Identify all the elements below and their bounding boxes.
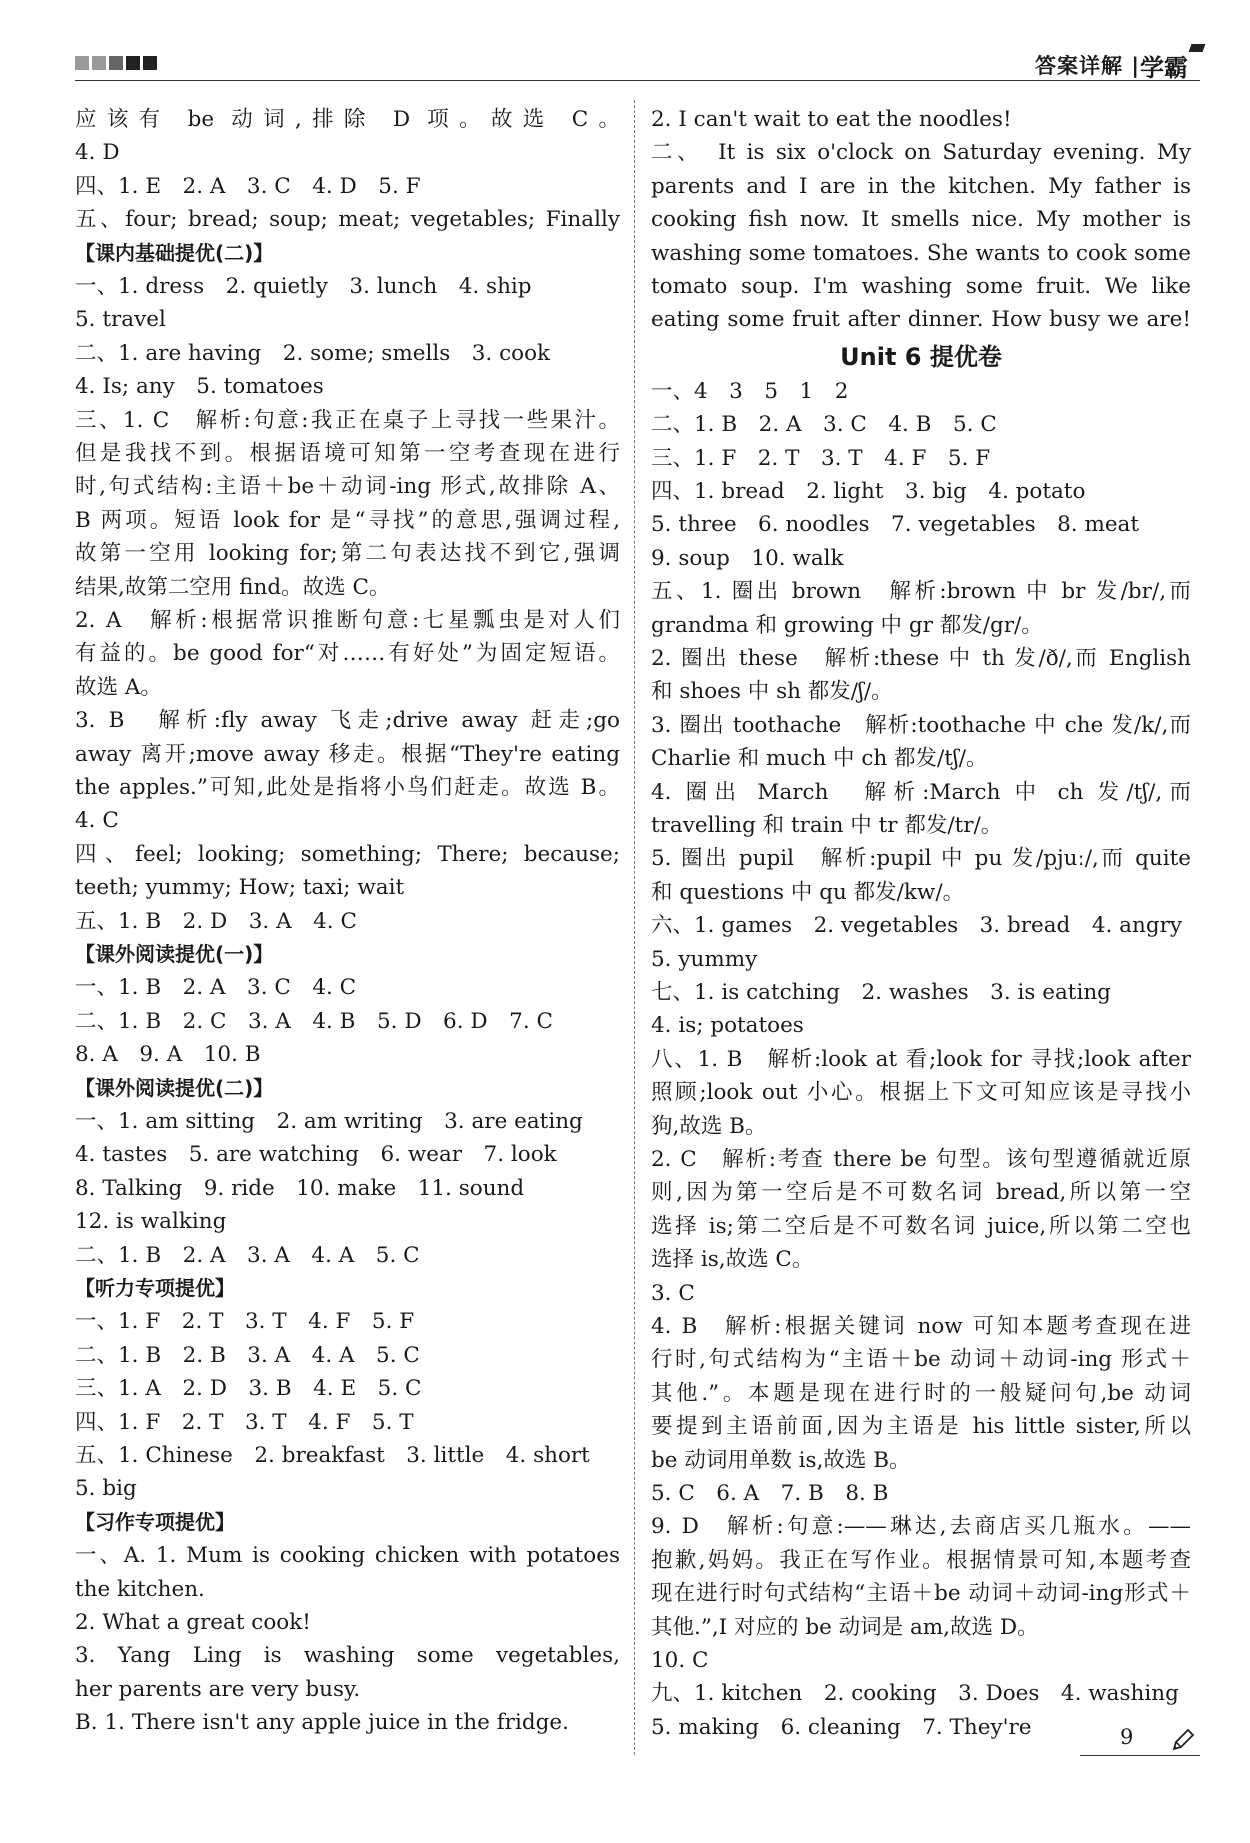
right-text-line: 2. 圈出 these 解析:these 中 th 发/ð/,而 English [651,645,1191,671]
right-text-line: 2. I can't wait to eat the noodles! [651,107,1012,132]
right-text-line: 抱歉,妈妈。我正在写作业。根据情景可知,本题考查 [651,1547,1191,1573]
right-text-line: 其他.”,I 对应的 be 动词是 am,故选 D。 [651,1614,1039,1640]
right-text-line: 和 questions 中 qu 都发/kw/。 [651,879,965,905]
right-text-line: 10. C [651,1647,709,1673]
section-heading: 【听力专项提优】 [75,1276,235,1301]
right-text-line: 七、1. is catching 2. washes 3. is eating [651,979,1111,1005]
left-text-line: 一、1. F 2. T 3. T 4. F 5. F [75,1309,415,1335]
header-title-text: 答案详解 [1035,54,1124,78]
left-text-line: 四、1. E 2. A 3. C 4. D 5. F [75,173,421,199]
left-text-line: 五、1. Chinese 2. breakfast 3. little 4. short [75,1443,590,1469]
right-text-line: washing some tomatoes. She wants to cook some [651,240,1191,266]
right-text-line: travelling 和 train 中 tr 都发/tr/。 [651,812,1003,838]
left-text-line: 三、1. A 2. D 3. B 4. E 5. C [75,1376,422,1402]
right-text-line: 六、1. games 2. vegetables 3. bread 4. angry [651,913,1183,939]
left-text-line: 有益的。be good for“对……有好处”为固定短语。 [75,641,620,667]
left-text-line: 2. What a great cook! [75,1610,311,1636]
left-text-line: 应该有 be 动词,排除 D 项。故选 C。 [75,107,620,132]
section-heading: 【课外阅读提优(二)】 [75,1075,274,1100]
left-text-line: 一、A. 1. Mum is cooking chicken with potatoes [75,1543,620,1569]
left-text-line: 五、1. B 2. D 3. A 4. C [75,908,357,934]
right-text-line: 5. making 6. cleaning 7. They're [651,1714,1032,1740]
right-text-line: 二、 It is six o'clock on Saturday evening. My [651,140,1191,166]
left-text-line: 三、1. C 解析:句意:我正在桌子上寻找一些果汁。 [75,407,620,433]
left-text-line: 8. Talking 9. ride 10. make 11. sound [75,1175,525,1201]
left-text-line: the kitchen. [75,1576,205,1602]
left-text-line: 五、four; bread; soup; meat; vegetables; Finally [75,207,620,233]
brand-logo: 学霸 [1140,54,1188,82]
right-text-line: 5. three 6. noodles 7. vegetables 8. meat [651,512,1140,538]
right-text-line: 则,因为第一空后是不可数名词 bread,所以第一空 [651,1180,1191,1206]
right-text-line: 和 shoes 中 sh 都发/ʃ/。 [651,679,893,705]
right-text-line: 行时,句式结构为“主语＋be 动词＋动词-ing 形式＋ [651,1347,1191,1373]
left-text-line: 5. travel [75,307,166,333]
left-column [75,103,620,1740]
right-text-line: 选择 is,故选 C。 [651,1247,814,1273]
left-text-line: 故第一空用 looking for;第二句表达找不到它,强调 [75,541,620,567]
right-text-line: 9. D 解析:句意:——琳达,去商店买几瓶水。—— [651,1514,1191,1540]
left-text-line: 一、1. am sitting 2. am writing 3. are eating [75,1108,583,1134]
left-text-line: 二、1. B 2. A 3. A 4. A 5. C [75,1242,420,1268]
right-text-line: 5. 圈出 pupil 解析:pupil 中 pu 发/pjuː/,而 quite [651,846,1191,872]
right-text-line: 4. 圈出 March 解析:March 中 ch 发/tʃ/,而 [651,779,1191,805]
right-text-line: be 动词用单数 is,故选 B。 [651,1447,911,1473]
left-text-line: her parents are very busy. [75,1676,361,1702]
right-text-line: Charlie 和 much 中 ch 都发/tʃ/。 [651,746,988,772]
right-column-top [651,103,1191,337]
unit-title: Unit 6 提优卷 [840,342,1002,371]
right-text-line: 5. C 6. A 7. B 8. B [651,1480,889,1506]
right-text-line: 九、1. kitchen 2. cooking 3. Does 4. washing [651,1681,1179,1707]
left-text-line: 四、feel; looking; something; There; because; [75,841,620,867]
left-text-line: 2. A 解析:根据常识推断句意:七星瓢虫是对人们 [75,607,620,633]
left-text-line: 5. big [75,1476,137,1502]
right-text-line: 3. 圈出 toothache 解析:toothache 中 che 发/k/,而 [651,712,1191,738]
right-text-line: 4. B 解析:根据关键词 now 可知本题考查现在进 [651,1313,1191,1339]
right-text-line: 其他.”。本题是现在进行时的一般疑问句,be 动词 [651,1380,1191,1406]
right-text-line: 八、1. B 解析:look at 看;look for 寻找;look after [651,1046,1191,1072]
left-text-line: 12. is walking [75,1209,227,1235]
left-text-line: 3. Yang Ling is washing some vegetables, [75,1643,620,1669]
header-separator: | [1131,54,1140,78]
left-text-line: 4. D [75,140,120,166]
right-text-line: 9. soup 10. walk [651,545,844,571]
right-text-line: 狗,故选 B。 [651,1113,767,1139]
left-text-line: 4. Is; any 5. tomatoes [75,374,324,400]
left-text-line: 3. B 解析:fly away 飞走;drive away 赶走;go [75,708,620,734]
right-text-line: grandma 和 growing 中 gr 都发/gr/。 [651,612,1043,638]
right-column-answers [651,375,1191,1744]
right-text-line: 四、1. bread 2. light 3. big 4. potato [651,478,1086,504]
right-text-line: cooking fish now. It smells nice. My mother is [651,207,1191,233]
left-text-line: 一、1. dress 2. quietly 3. lunch 4. ship [75,274,532,299]
right-text-line: 一、4 3 5 1 2 [651,378,849,404]
right-text-line: 3. C [651,1280,695,1306]
left-text-line: 8. A 9. A 10. B [75,1042,261,1068]
right-column [651,103,1191,1744]
right-text-line: tomato soup. I'm washing some fruit. We like [651,273,1191,299]
right-text-line: 三、1. F 2. T 3. T 4. F 5. F [651,445,991,471]
left-text-line: 4. C [75,808,119,834]
left-text-line: the apples.”可知,此处是指将小鸟们赶走。故选 B。 [75,774,620,800]
right-text-line: 选择 is;第二空后是不可数名词 juice,所以第二空也 [651,1213,1191,1239]
left-text-line: 结果,故第二空用 find。故选 C。 [75,574,391,600]
left-text-line: 二、1. B 2. C 3. A 4. B 5. D 6. D 7. C [75,1008,553,1034]
section-heading: 【课外阅读提优(一)】 [75,941,274,966]
left-text-line: 时,句式结构:主语＋be＋动词-ing 形式,故排除 A、 [75,474,620,500]
left-text-line: 二、1. B 2. B 3. A 4. A 5. C [75,1342,420,1368]
graduation-cap-icon [1189,44,1206,52]
left-text-line: away 离开;move away 移走。根据“They're eating [75,741,620,767]
right-text-line: 5. yummy [651,946,758,972]
left-text-line: 二、1. are having 2. some; smells 3. cook [75,340,551,366]
header-title [1035,50,1140,80]
section-heading: 【习作专项提优】 [75,1509,235,1534]
left-text-line: 四、1. F 2. T 3. T 4. F 5. T [75,1409,414,1435]
page-footer [1080,1725,1200,1756]
right-text-line: parents and I are in the kitchen. My father is [651,173,1191,199]
right-text-line: 现在进行时句式结构“主语＋be 动词＋动词-ing形式＋ [651,1581,1191,1607]
left-text-line: 但是我找不到。根据语境可知第一空考查现在进行 [75,441,620,467]
right-text-line: 4. is; potatoes [651,1013,804,1039]
left-text-line: teeth; yummy; How; taxi; wait [75,875,405,901]
right-text-line: 2. C 解析:考查 there be 句型。该句型遵循就近原 [651,1146,1191,1172]
pencil-icon [1170,1727,1196,1753]
left-text-line: 4. tastes 5. are watching 6. wear 7. look [75,1142,557,1168]
section-heading: 【课内基础提优(二)】 [75,240,274,265]
left-text-line: B 两项。短语 look for 是“寻找”的意思,强调过程, [75,507,620,533]
header-decoration [75,56,157,70]
page-header [75,50,1200,81]
right-text-line: 照顾;look out 小心。根据上下文可知应该是寻找小 [651,1080,1191,1106]
left-text-line: 故选 A。 [75,674,162,700]
right-text-line: 二、1. B 2. A 3. C 4. B 5. C [651,412,997,438]
left-text-line: 一、1. B 2. A 3. C 4. C [75,975,357,1001]
right-text-line: 要提到主语前面,因为主语是 his little sister,所以 [651,1414,1191,1440]
right-text-line: eating some fruit after dinner. How busy we are! [651,307,1191,333]
left-text-line: B. 1. There isn't any apple juice in the fridge. [75,1710,569,1736]
page-number: 9 [1120,1725,1134,1749]
column-divider [634,100,635,1755]
right-text-line: 五、1. 圈出 brown 解析:brown 中 br 发/br/,而 [651,579,1191,605]
